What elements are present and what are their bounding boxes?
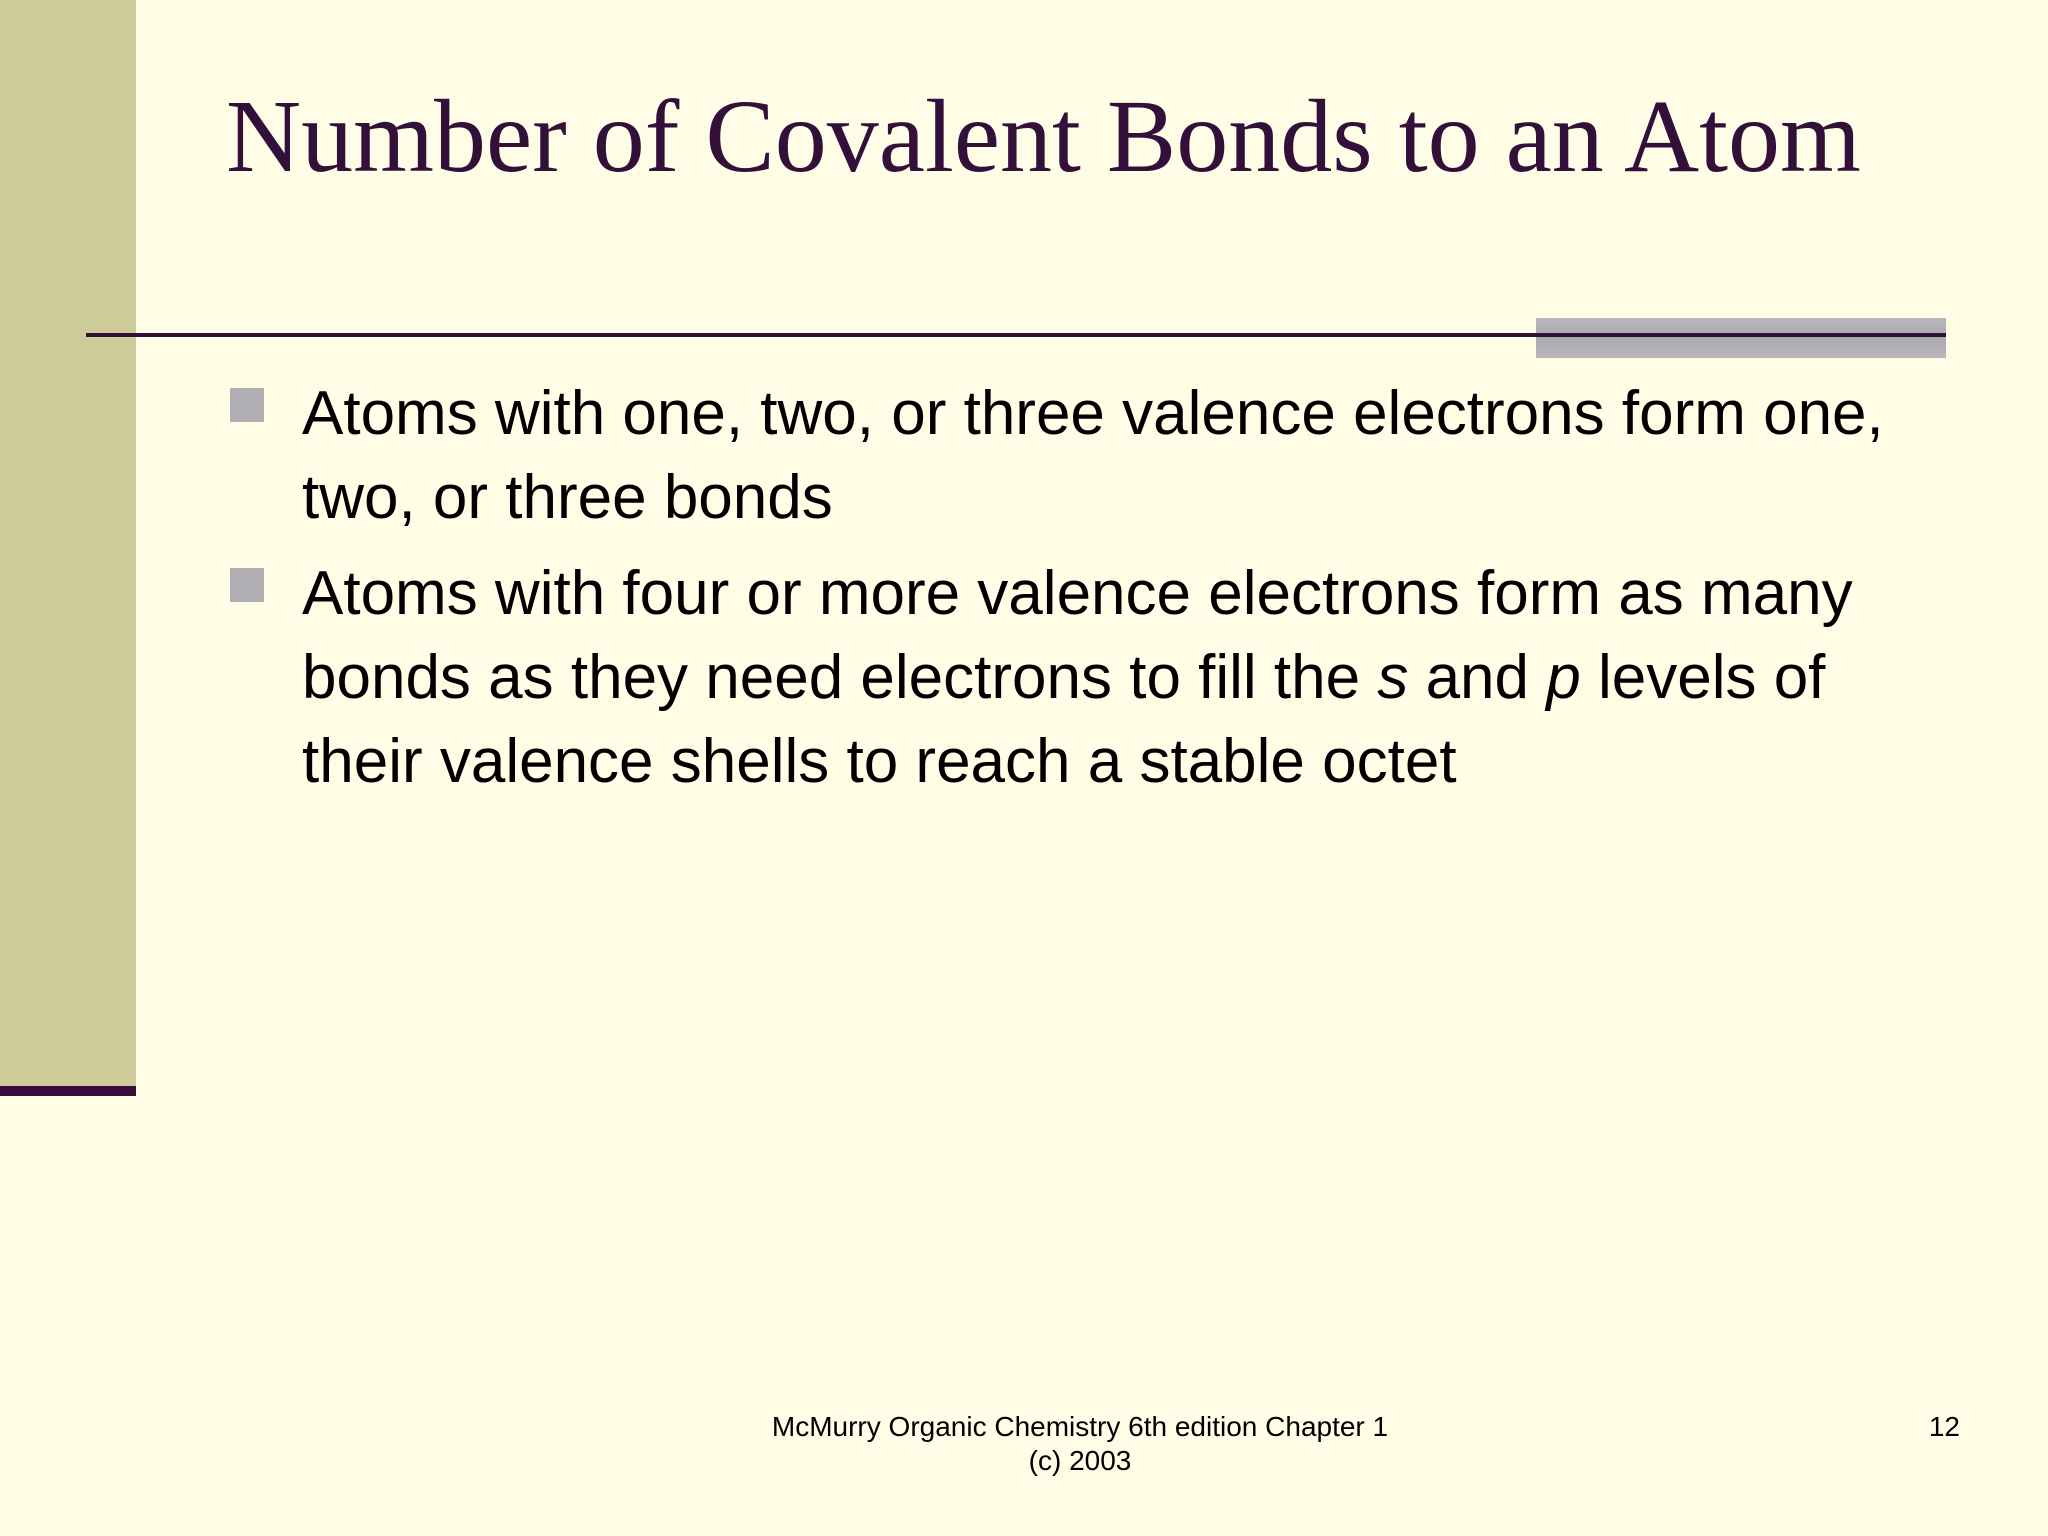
footer-line-1: McMurry Organic Chemistry 6th edition Chapter 1 (771, 1411, 1389, 1442)
title-rule-accent (1536, 318, 1946, 358)
left-accent-underline (0, 1086, 136, 1096)
bullet-text-2-part-1: Atoms with four or more valence electrons form as many bonds as they need electrons to fill the (302, 559, 1853, 712)
page-number: 12 (1928, 1411, 1960, 1442)
square-bullet-icon (230, 388, 264, 422)
left-accent-bar (0, 0, 136, 1086)
footer-line-2: (c) 2003 (1028, 1445, 1132, 1476)
slide-title: Number of Covalent Bonds to an Atom (226, 79, 1861, 194)
bullet-text-2-part-2: and (1408, 643, 1547, 712)
bullet-item-1 (226, 372, 1926, 540)
bullet-text-2-part-3: levels of their valence shells to reach a stable octet (302, 643, 1826, 796)
bullet-list (226, 372, 1926, 816)
slide-footer (600, 1410, 1560, 1478)
bullet-text-1: Atoms with one, two, or three valence electrons form one, two, or three bonds (302, 379, 1884, 532)
square-bullet-icon (230, 568, 264, 602)
title-divider (86, 333, 1946, 337)
bullet-text-2 (302, 559, 1853, 796)
italic-s: s (1377, 643, 1409, 712)
italic-p: p (1546, 643, 1581, 712)
bullet-item-2 (226, 552, 1926, 804)
